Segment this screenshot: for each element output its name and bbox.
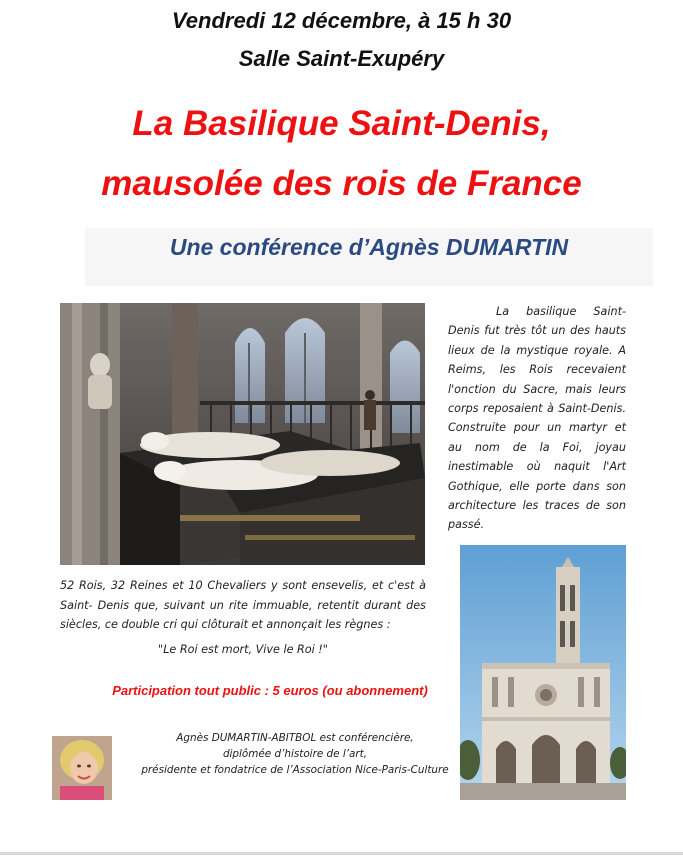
bio-line-3: présidente et fondatrice de l’Association Nice-Paris-Culture [141,764,449,776]
royal-quote: "Le Roi est mort, Vive le Roi !" [158,643,328,656]
subtitle: Une conférence d’Agnès DUMARTIN [169,234,569,260]
event-date-time: Vendredi 12 décembre, à 15 h 30 [171,8,512,33]
bio-line-2: diplômée d’histoire de l’art, [222,748,368,760]
body-paragraph: 52 Rois, 32 Reines et 10 Chevaliers y sont ensevelis, et c'est à Saint- Denis que, suivant un rite immuable, retentit durant des siècles, ce double cri qui clôturait et annonçait les règnes : [60,579,426,631]
description-paragraph: La basilique Saint-Denis fut très tôt un des hauts lieux de la mystique royale. A Reims, les Rois recevaient l'onction du Sacre, mais leurs corps reposaient à Saint-Denis. Construite pour un martyr et au nom de la Foi, joyau inestimable où naquit l'Art Gothique, elle porte dans son architecture les traces de son passé. [448,305,626,532]
bottom-divider [0,852,683,855]
event-venue: Salle Saint-Exupéry [238,46,445,71]
title-line-1: La Basilique Saint-Denis, [132,104,551,143]
basilica-facade-photo [460,545,626,800]
bio-line-1: Agnès DUMARTIN-ABITBOL est conférencière, [176,732,414,744]
title-line-2: mausolée des rois de France [101,164,582,203]
tombs-photo [60,303,425,565]
participation-price: Participation tout public : 5 euros (ou abonnement) [112,683,428,698]
